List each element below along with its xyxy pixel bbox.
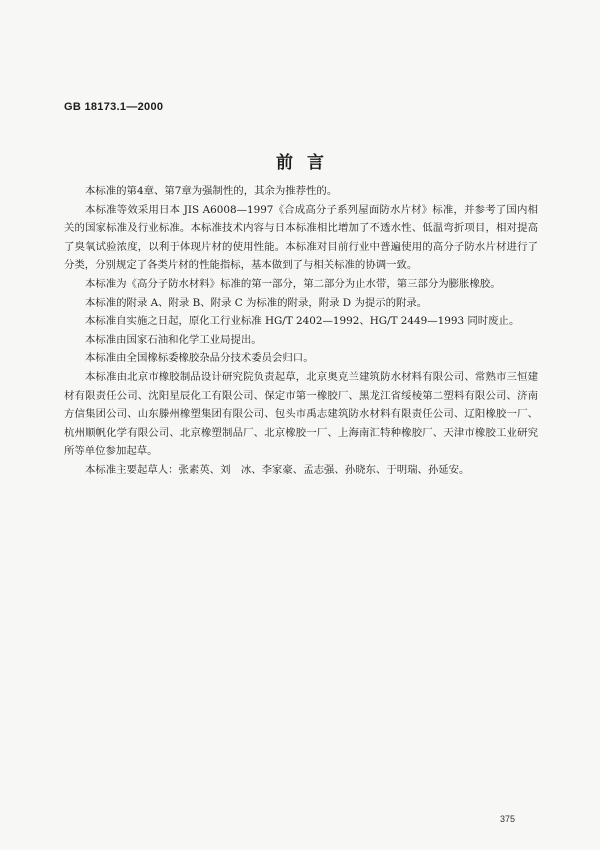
paragraph-proposed-by: 本标准由国家石油和化学工业局提出。 — [85, 333, 262, 346]
paragraph-technical-committee: 本标准由全国橡标委橡胶杂品分技术委员会归口。 — [85, 352, 314, 365]
page-number: 375 — [500, 814, 516, 824]
foreword-body — [64, 182, 538, 480]
paragraph-mandatory-chapters: 本标准的第4章、第7章为强制性的，其余为推荐性的。 — [85, 185, 338, 197]
standard-number: GB 18173.1—2000 — [64, 101, 164, 113]
paragraph-standard-parts: 本标准为《高分子防水材料》标准的第一部分，第二部分为止水带，第三部分为膨胀橡胶。 — [85, 277, 501, 290]
paragraph-main-drafters: 本标准主要起草人：张素英、刘 冰、李家豪、孟志强、孙晓东、于明瑞、孙延安。 — [85, 463, 470, 476]
page-title: 前言 — [276, 153, 338, 173]
paragraph-appendices: 本标准的附录 A、附录 B、附录 C 为标准的附录，附录 D 为提示的附录。 — [85, 296, 428, 309]
paragraph-equivalent-adoption: 本标准等效采用日本 JIS A6008—1997《合成高分子系列屋面防水片材》标准，并参考了国内相关的国家标准及行业标准。本标准技术内容与日本标准相比增加了不透水性、低温弯折项目，相对提高了臭氧试验浓度，以利于体现片材的使用性能。本标准对目前行业中普遍使用的高分子防水片材进行了分类，分别规定了各类片材的性能指标，基本做到了与相关标准的协调一致。 — [64, 203, 538, 272]
paragraph-superseded-standards: 本标准自实施之日起，原化工行业标准 HG/T 2402—1992、HG/T 2449—1993 同时废止。 — [85, 315, 520, 328]
paragraph-drafting-organizations: 本标准由北京市橡胶制品设计研究院负责起草，北京奥克兰建筑防水材料有限公司、常熟市三恒建材有限责任公司、沈阳星辰化工有限公司、保定市第一橡胶厂、黑龙江省绥棱第二塑料有限公司、济南方信集团公司、山东滕州橡塑集团有限公司、包头市禹志建筑防水材料有限责任公司、辽阳橡胶一厂、杭州顺帆化学有限公司、北京橡塑制品厂、北京橡胶一厂、上海南汇特种橡胶厂、天津市橡胶工业研究所等单位参加起草。 — [64, 370, 538, 458]
